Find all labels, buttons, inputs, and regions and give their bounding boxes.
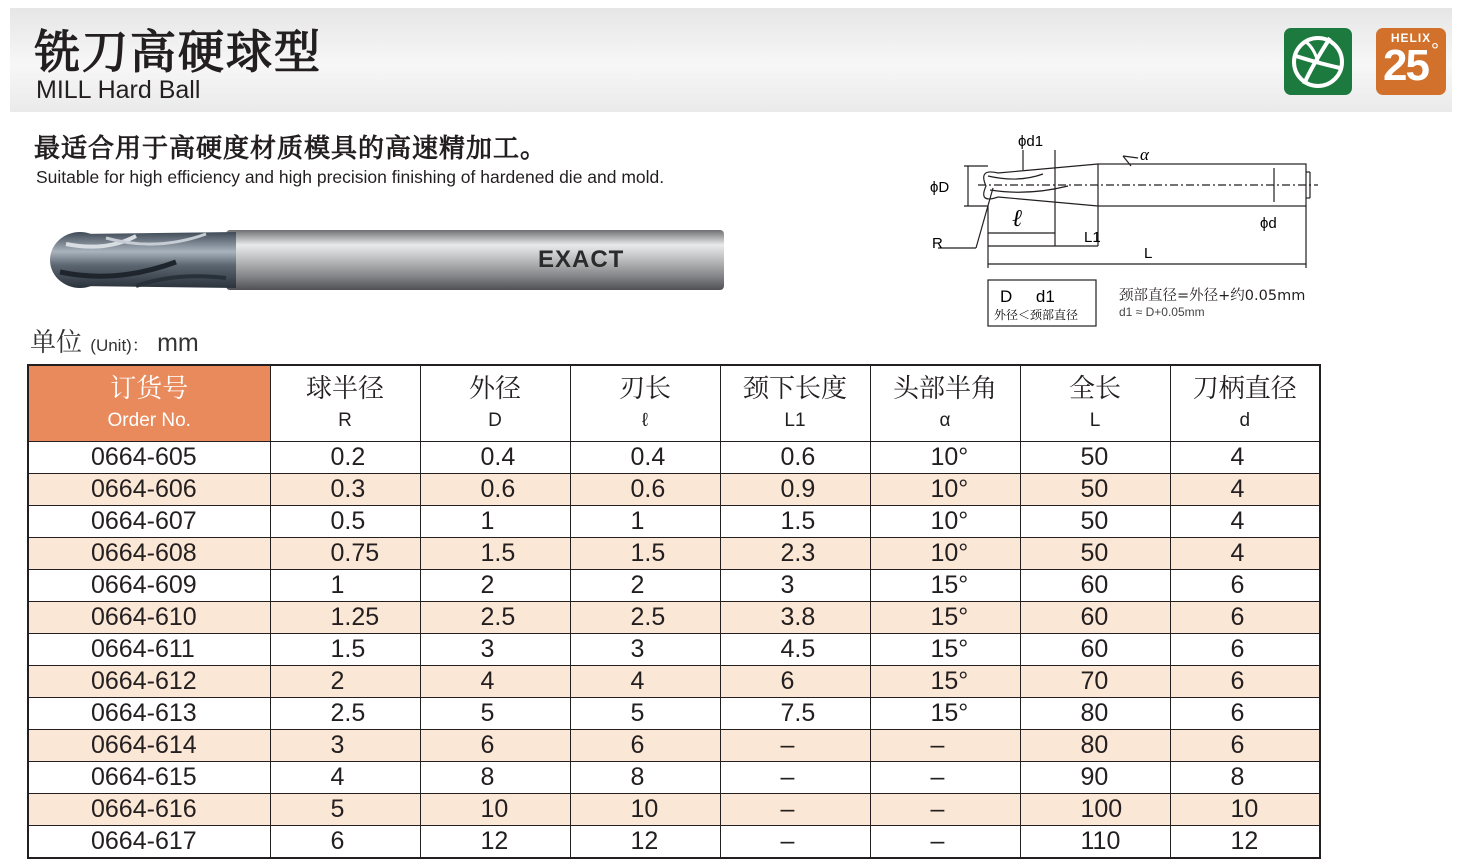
cell-value: 4 bbox=[1170, 474, 1320, 506]
table-row bbox=[28, 442, 1320, 474]
cell-value: 7.5 bbox=[720, 698, 870, 730]
cell-order-no: 0664-614 bbox=[28, 730, 270, 762]
cell-value: 2.5 bbox=[270, 698, 420, 730]
cell-value: 80 bbox=[1020, 698, 1170, 730]
cell-value: 4 bbox=[420, 666, 570, 698]
cell-value: 5 bbox=[420, 698, 570, 730]
cell-value: 50 bbox=[1020, 474, 1170, 506]
unit-label bbox=[30, 322, 199, 359]
cell-value: 2.3 bbox=[720, 538, 870, 570]
cell-value: – bbox=[720, 762, 870, 794]
cell-value: 50 bbox=[1020, 506, 1170, 538]
cell-value: 6 bbox=[1170, 602, 1320, 634]
cell-value: 1 bbox=[570, 506, 720, 538]
tool-photo bbox=[46, 222, 730, 300]
cell-value: 6 bbox=[720, 666, 870, 698]
box-main-label: D d1 bbox=[1000, 287, 1055, 306]
table-row bbox=[28, 666, 1320, 698]
ball-endmill-icon bbox=[1284, 28, 1352, 95]
cell-value: 10° bbox=[870, 506, 1020, 538]
table-row bbox=[28, 474, 1320, 506]
cell-value: 12 bbox=[1170, 826, 1320, 859]
cell-order-no: 0664-612 bbox=[28, 666, 270, 698]
cell-value: 1 bbox=[420, 506, 570, 538]
cell-value: 1.25 bbox=[270, 602, 420, 634]
cell-value: 0.5 bbox=[270, 506, 420, 538]
cell-value: 50 bbox=[1020, 442, 1170, 474]
cell-value: – bbox=[720, 826, 870, 859]
cell-value: 70 bbox=[1020, 666, 1170, 698]
cell-value: 4 bbox=[1170, 538, 1320, 570]
cell-value: 6 bbox=[570, 730, 720, 762]
cell-value: 0.75 bbox=[270, 538, 420, 570]
cell-value: – bbox=[720, 730, 870, 762]
cell-value: 6 bbox=[420, 730, 570, 762]
table-row bbox=[28, 826, 1320, 859]
cell-value: 60 bbox=[1020, 634, 1170, 666]
page-title: 铣刀高硬球型 bbox=[34, 25, 322, 79]
cell-value: 12 bbox=[570, 826, 720, 859]
cell-value: – bbox=[720, 794, 870, 826]
cell-order-no: 0664-606 bbox=[28, 474, 270, 506]
cell-value: 8 bbox=[570, 762, 720, 794]
cell-value: 4 bbox=[1170, 442, 1320, 474]
cell-value: 6 bbox=[1170, 698, 1320, 730]
cell-value: 90 bbox=[1020, 762, 1170, 794]
cell-value: 1.5 bbox=[420, 538, 570, 570]
cell-value: 0.6 bbox=[570, 474, 720, 506]
cell-value: 15° bbox=[870, 634, 1020, 666]
cell-value: 10 bbox=[1170, 794, 1320, 826]
label-R: R bbox=[932, 235, 943, 252]
cell-value: 6 bbox=[270, 826, 420, 859]
cell-value: 5 bbox=[570, 698, 720, 730]
cell-value: 100 bbox=[1020, 794, 1170, 826]
cell-value: 10° bbox=[870, 538, 1020, 570]
cell-value: 3 bbox=[420, 634, 570, 666]
cell-value: 0.6 bbox=[720, 442, 870, 474]
cell-value: 3 bbox=[270, 730, 420, 762]
cell-order-no: 0664-617 bbox=[28, 826, 270, 859]
cell-value: – bbox=[870, 762, 1020, 794]
cell-value: 15° bbox=[870, 698, 1020, 730]
cell-value: 1.5 bbox=[570, 538, 720, 570]
cell-value: 80 bbox=[1020, 730, 1170, 762]
helix-label: HELIX bbox=[1390, 31, 1432, 45]
cell-value: 4 bbox=[270, 762, 420, 794]
subtitle-chinese: 最适合用于高硬度材质模具的高速精加工。 bbox=[34, 134, 548, 164]
label-d: ϕd bbox=[1260, 215, 1277, 232]
header-neck-length: 颈下长度 L1 bbox=[720, 365, 870, 442]
cell-value: 3 bbox=[570, 634, 720, 666]
table-header-row bbox=[28, 365, 1320, 442]
cell-value: 4 bbox=[570, 666, 720, 698]
cell-value: 10° bbox=[870, 442, 1020, 474]
cell-value: 0.2 bbox=[270, 442, 420, 474]
tool-dimension-diagram bbox=[918, 128, 1338, 332]
cell-value: – bbox=[870, 794, 1020, 826]
tool-brand-text: EXACT bbox=[538, 246, 625, 273]
cell-order-no: 0664-605 bbox=[28, 442, 270, 474]
cell-value: 1 bbox=[270, 570, 420, 602]
table-row bbox=[28, 506, 1320, 538]
cell-value: 8 bbox=[1170, 762, 1320, 794]
cell-value: 1.5 bbox=[270, 634, 420, 666]
cell-order-no: 0664-611 bbox=[28, 634, 270, 666]
table-row bbox=[28, 570, 1320, 602]
box-sub-label: 外径＜颈部直径 bbox=[994, 308, 1079, 322]
description-english: Suitable for high efficiency and high precision finishing of hardened die and mold. bbox=[36, 167, 665, 187]
table-row bbox=[28, 730, 1320, 762]
cell-value: 15° bbox=[870, 570, 1020, 602]
cell-order-no: 0664-615 bbox=[28, 762, 270, 794]
spec-table bbox=[27, 364, 1321, 859]
header-flute-length: 刃长 ℓ bbox=[570, 365, 720, 442]
cell-value: 6 bbox=[1170, 730, 1320, 762]
header-ball-radius: 球半径 R bbox=[270, 365, 420, 442]
cell-value: 10 bbox=[420, 794, 570, 826]
cell-value: 15° bbox=[870, 602, 1020, 634]
cell-order-no: 0664-608 bbox=[28, 538, 270, 570]
cell-value: 6 bbox=[1170, 666, 1320, 698]
label-ell: ℓ bbox=[1012, 206, 1022, 232]
table-row bbox=[28, 634, 1320, 666]
cell-value: 0.9 bbox=[720, 474, 870, 506]
header-order-no: 订货号 Order No. bbox=[28, 365, 270, 442]
cell-value: 5 bbox=[270, 794, 420, 826]
unit-value: mm bbox=[157, 329, 199, 357]
neck-note-en: d1 ≈ D+0.05mm bbox=[1119, 305, 1205, 319]
cell-value: 2.5 bbox=[420, 602, 570, 634]
helix-degree-symbol: ° bbox=[1431, 40, 1439, 62]
cell-order-no: 0664-616 bbox=[28, 794, 270, 826]
cell-value: – bbox=[870, 826, 1020, 859]
cell-value: 60 bbox=[1020, 602, 1170, 634]
cell-value: 2 bbox=[420, 570, 570, 602]
cell-value: 6 bbox=[1170, 570, 1320, 602]
cell-value: 110 bbox=[1020, 826, 1170, 859]
cell-value: 4 bbox=[1170, 506, 1320, 538]
helix-angle-value: 25 bbox=[1383, 41, 1428, 90]
cell-value: 60 bbox=[1020, 570, 1170, 602]
table-row bbox=[28, 762, 1320, 794]
table-row bbox=[28, 698, 1320, 730]
cell-value: 6 bbox=[1170, 634, 1320, 666]
cell-value: 1.5 bbox=[720, 506, 870, 538]
unit-cn: 单位 bbox=[30, 328, 83, 358]
cell-value: 0.4 bbox=[570, 442, 720, 474]
cell-value: – bbox=[870, 730, 1020, 762]
cell-value: 0.6 bbox=[420, 474, 570, 506]
label-D: ϕD bbox=[930, 179, 950, 196]
label-alpha: α bbox=[1140, 145, 1149, 164]
table-row bbox=[28, 794, 1320, 826]
header-half-angle: 头部半角 α bbox=[870, 365, 1020, 442]
header-overall-length: 全长 L bbox=[1020, 365, 1170, 442]
cell-value: 4.5 bbox=[720, 634, 870, 666]
cell-value: 2 bbox=[570, 570, 720, 602]
cell-value: 8 bbox=[420, 762, 570, 794]
cell-value: 3.8 bbox=[720, 602, 870, 634]
cell-order-no: 0664-607 bbox=[28, 506, 270, 538]
cell-value: 2 bbox=[270, 666, 420, 698]
header-outer-diameter: 外径 D bbox=[420, 365, 570, 442]
cell-order-no: 0664-610 bbox=[28, 602, 270, 634]
cell-value: 15° bbox=[870, 666, 1020, 698]
cell-value: 0.3 bbox=[270, 474, 420, 506]
table-row bbox=[28, 602, 1320, 634]
header-shank-diameter: 刀柄直径 d bbox=[1170, 365, 1320, 442]
cell-value: 12 bbox=[420, 826, 570, 859]
cell-value: 2.5 bbox=[570, 602, 720, 634]
label-L: L bbox=[1144, 245, 1153, 262]
cell-order-no: 0664-609 bbox=[28, 570, 270, 602]
helix-angle-badge bbox=[1376, 28, 1446, 95]
unit-en: (Unit) bbox=[90, 336, 132, 355]
cell-value: 10° bbox=[870, 474, 1020, 506]
cell-value: 0.4 bbox=[420, 442, 570, 474]
label-d1: ϕd1 bbox=[1018, 133, 1044, 150]
cell-value: 50 bbox=[1020, 538, 1170, 570]
cell-order-no: 0664-613 bbox=[28, 698, 270, 730]
cell-value: 3 bbox=[720, 570, 870, 602]
page-title-english: MILL Hard Ball bbox=[36, 76, 201, 104]
unit-sep: ： bbox=[131, 336, 149, 355]
table-row bbox=[28, 538, 1320, 570]
label-L1: L1 bbox=[1084, 229, 1101, 246]
cell-value: 10 bbox=[570, 794, 720, 826]
neck-note-cn: 颈部直径=外径+约0.05mm bbox=[1119, 288, 1306, 304]
